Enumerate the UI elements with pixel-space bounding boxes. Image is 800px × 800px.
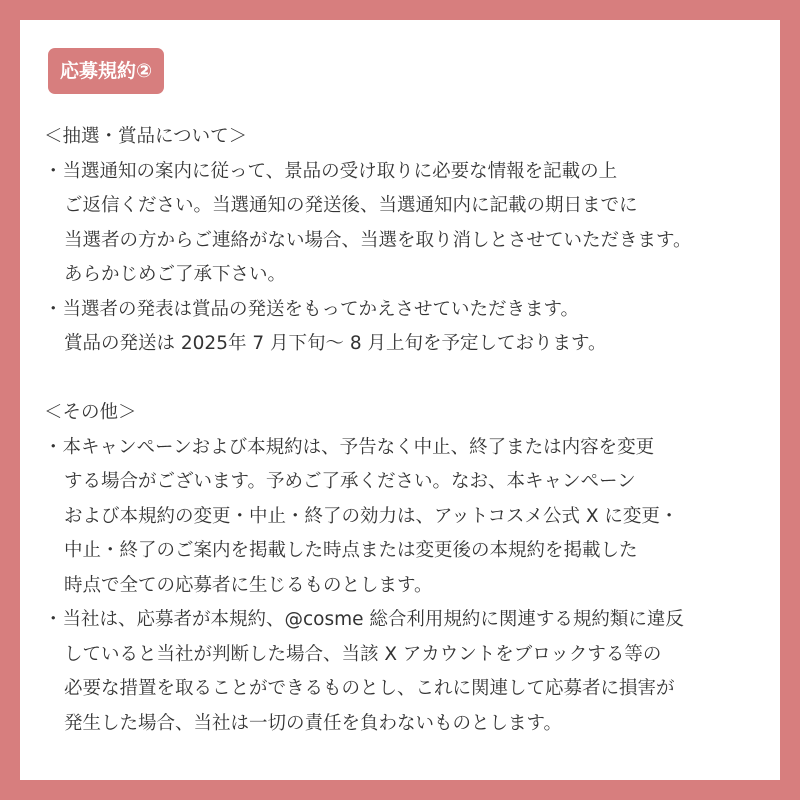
lottery-bullet-1-line-3: 当選者の方からご連絡がない場合、当選を取り消しとさせていただきます。 xyxy=(64,229,692,251)
section-spacer xyxy=(44,362,774,397)
other-bullet-2-line-4: 発生した場合、当社は一切の責任を負わないものとします。 xyxy=(64,712,563,734)
terms-panel xyxy=(20,20,780,780)
lottery-bullet-1-line-4: あらかじめご了承下さい。 xyxy=(64,264,287,285)
other-bullet-1-line-4: 中止・終了のご案内を掲載した時点または変更後の本規約を掲載した xyxy=(64,540,638,561)
other-bullet-1-line-2: する場合がございます。予めご了承ください。なお、本キャンペーン xyxy=(64,471,636,492)
lottery-bullet-1-line-2: ご返信ください。当選通知の発送後、当選通知内に記載の期日までに xyxy=(64,195,638,216)
other-bullet-2-line-2: していると当社が判断した場合、当該 X アカウントをブロックする等の xyxy=(64,643,662,665)
other-bullet-1-line-1: ・本キャンペーンおよび本規約は、予告なく中止、終了または内容を変更 xyxy=(44,436,655,458)
lottery-bullet-2-line-2: 賞品の発送は 2025年 7 月下旬～ 8 月上旬を予定しております。 xyxy=(64,333,607,354)
other-bullet-1-line-5: 時点で全ての応募者に生じるものとします。 xyxy=(64,574,433,596)
other-bullet-2-line-3: 必要な措置を取ることができるものとし、これに関連して応募者に損害が xyxy=(64,678,675,699)
other-bullet-1-line-3: および本規約の変更・中止・終了の効力は、アットコスメ公式 X に変更・ xyxy=(64,505,679,527)
lottery-bullet-1-line-1: ・当選通知の案内に従って、景品の受け取りに必要な情報を記載の上 xyxy=(44,160,618,182)
section-heading-lottery: ＜抽選・賞品について＞ xyxy=(44,126,248,147)
section-heading-other: ＜その他＞ xyxy=(44,402,137,423)
lottery-bullet-2-line-1: ・当選者の発表は賞品の発送をもってかえさせていただきます。 xyxy=(44,298,580,320)
section-title-badge: 応募規約② xyxy=(48,48,164,94)
terms-content xyxy=(44,120,774,741)
other-bullet-2-line-1: ・当社は、応募者が本規約、@cosme 総合利用規約に関連する規約類に違反 xyxy=(44,609,684,630)
